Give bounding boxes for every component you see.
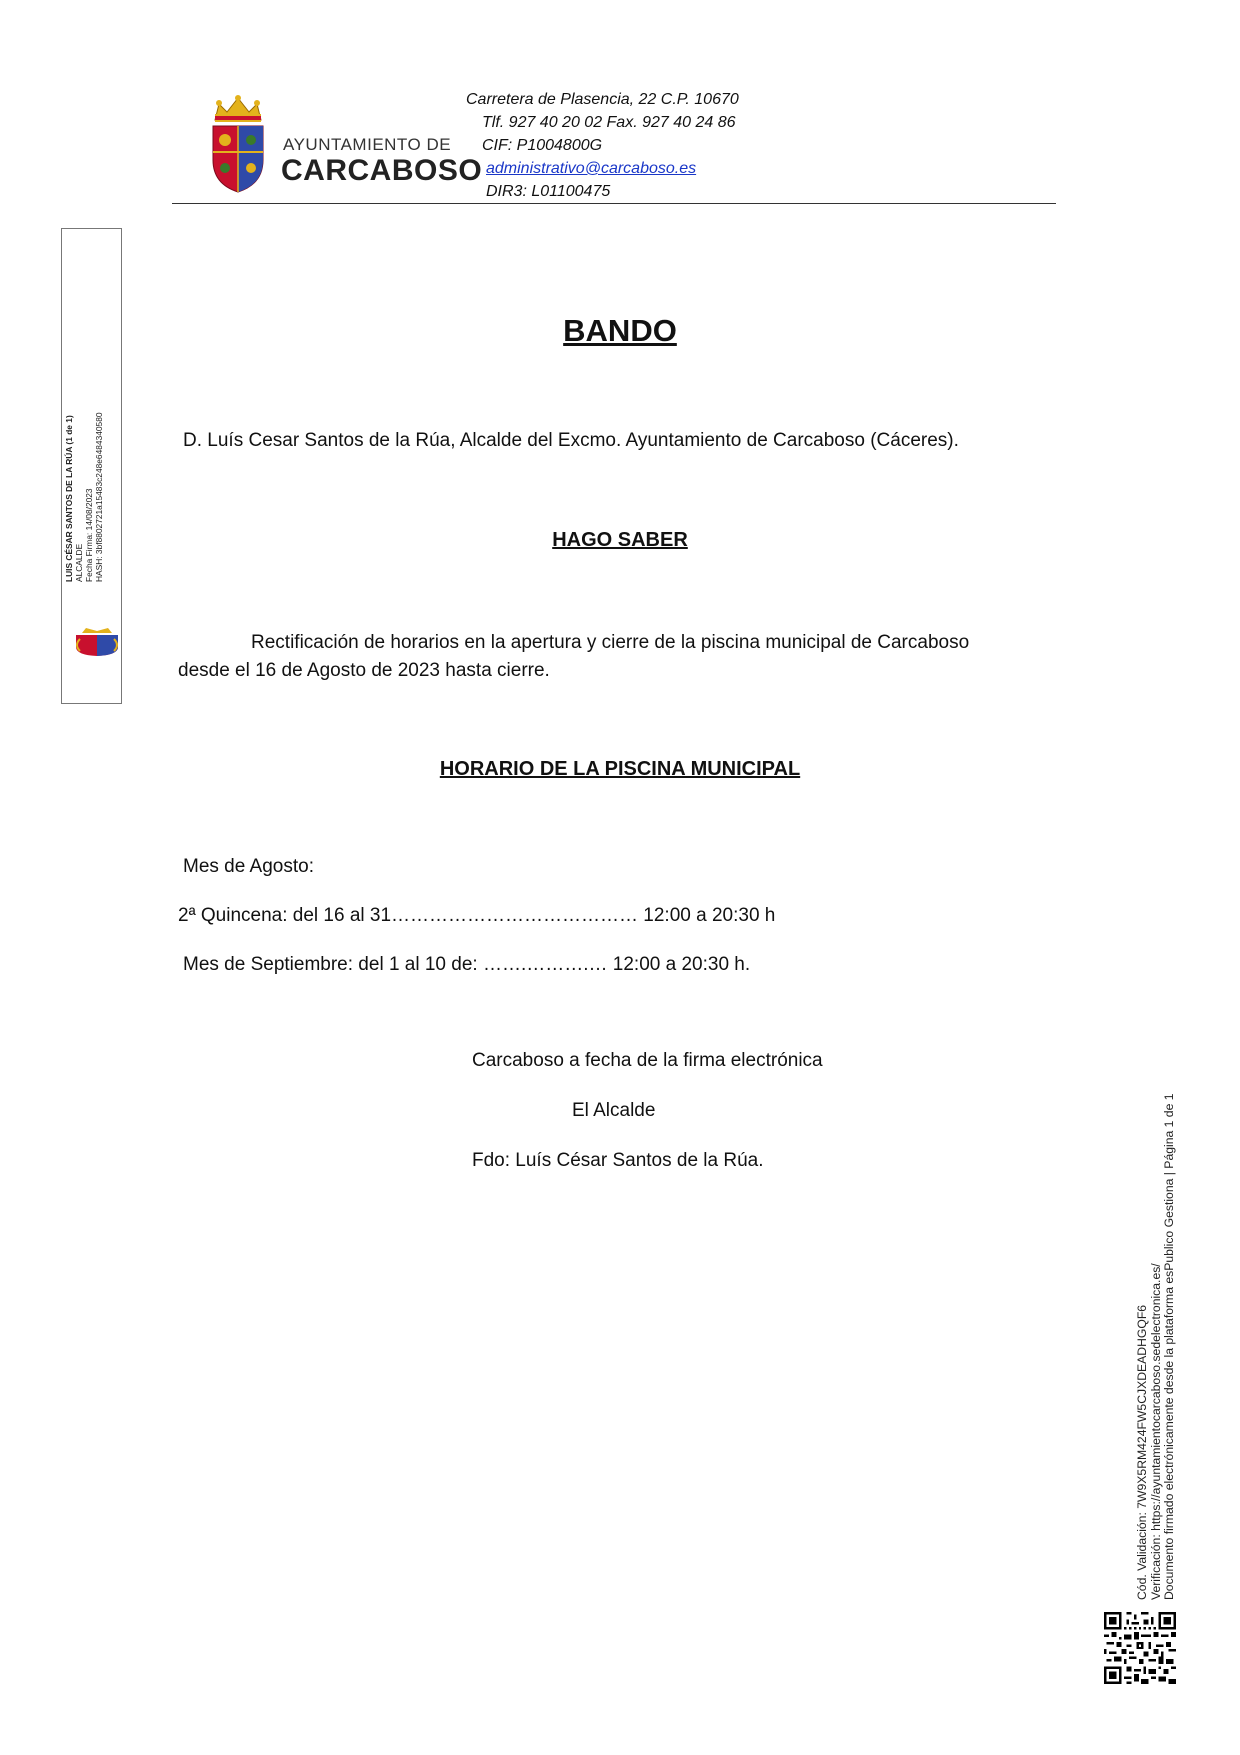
body-line-2: desde el 16 de Agosto de 2023 hasta cierre. <box>178 660 550 681</box>
validation-platform: Documento firmado electrónicamente desde la plataforma esPublico Gestiona | Página 1 de 1 <box>1162 1093 1176 1600</box>
signature-date: Fecha Firma: 14/08/2023 <box>84 488 94 582</box>
signer-name: LUIS CÉSAR SANTOS DE LA RÚA (1 de 1) <box>64 415 74 582</box>
signature-stamp-text <box>64 162 114 582</box>
cif-line: CIF: P1004800G <box>482 137 603 154</box>
month-august-label: Mes de Agosto: <box>183 856 314 877</box>
signer-role: ALCALDE <box>74 543 84 582</box>
schedule-heading: HORARIO DE LA PISCINA MUNICIPAL <box>439 758 801 780</box>
schedule-row-septiembre: Mes de Septiembre: del 1 al 10 de: …….……….… 12:00 a 20:30 h. <box>183 954 751 975</box>
validation-text <box>1136 1080 1186 1600</box>
intro-paragraph: D. Luís Cesar Santos de la Rúa, Alcalde del Excmo. Ayuntamiento de Carcaboso (Cáceres). <box>183 430 959 451</box>
logo-text-top: AYUNTAMIENTO DE <box>283 135 452 154</box>
schedule-row-quincena: 2ª Quincena: del 16 al 31………………………………… 12:00 a 20:30 h <box>178 905 776 926</box>
validation-url[interactable]: Verificación: https://ayuntamientocarcaboso.sedelectronica.es/ <box>1148 1263 1163 1600</box>
address-line: Carretera de Plasencia, 22 C.P. 10670 <box>466 91 739 108</box>
signed-by-line: Fdo: Luís César Santos de la Rúa. <box>472 1150 764 1171</box>
header-divider <box>172 203 1056 204</box>
email-link[interactable]: administrativo@carcaboso.es <box>486 160 697 177</box>
coat-of-arms-icon <box>207 94 269 194</box>
signature-hash: HASH: 3bf8802721a15483c248e6484340580 <box>94 412 104 582</box>
document-title: BANDO <box>563 313 677 348</box>
body-line-1: Rectificación de horarios en la apertura y cierre de la piscina municipal de Carcaboso <box>251 632 970 653</box>
validation-code: Cód. Validación: 7W9X5RM424FW5CJXDEADHGQF6 <box>1135 1304 1149 1600</box>
logo-text-main: CARCABOSO <box>281 154 483 187</box>
phone-line: Tlf. 927 40 20 02 Fax. 927 40 24 86 <box>482 114 736 131</box>
hago-saber-heading: HAGO SABER <box>552 529 688 551</box>
contact-block <box>466 88 739 203</box>
signer-role-line: El Alcalde <box>572 1100 656 1121</box>
qr-code-icon <box>1104 1612 1176 1684</box>
seal-icon <box>72 627 122 657</box>
dir3-line: DIR3: L01100475 <box>486 183 611 200</box>
place-date-line: Carcaboso a fecha de la firma electrónica <box>472 1050 823 1071</box>
